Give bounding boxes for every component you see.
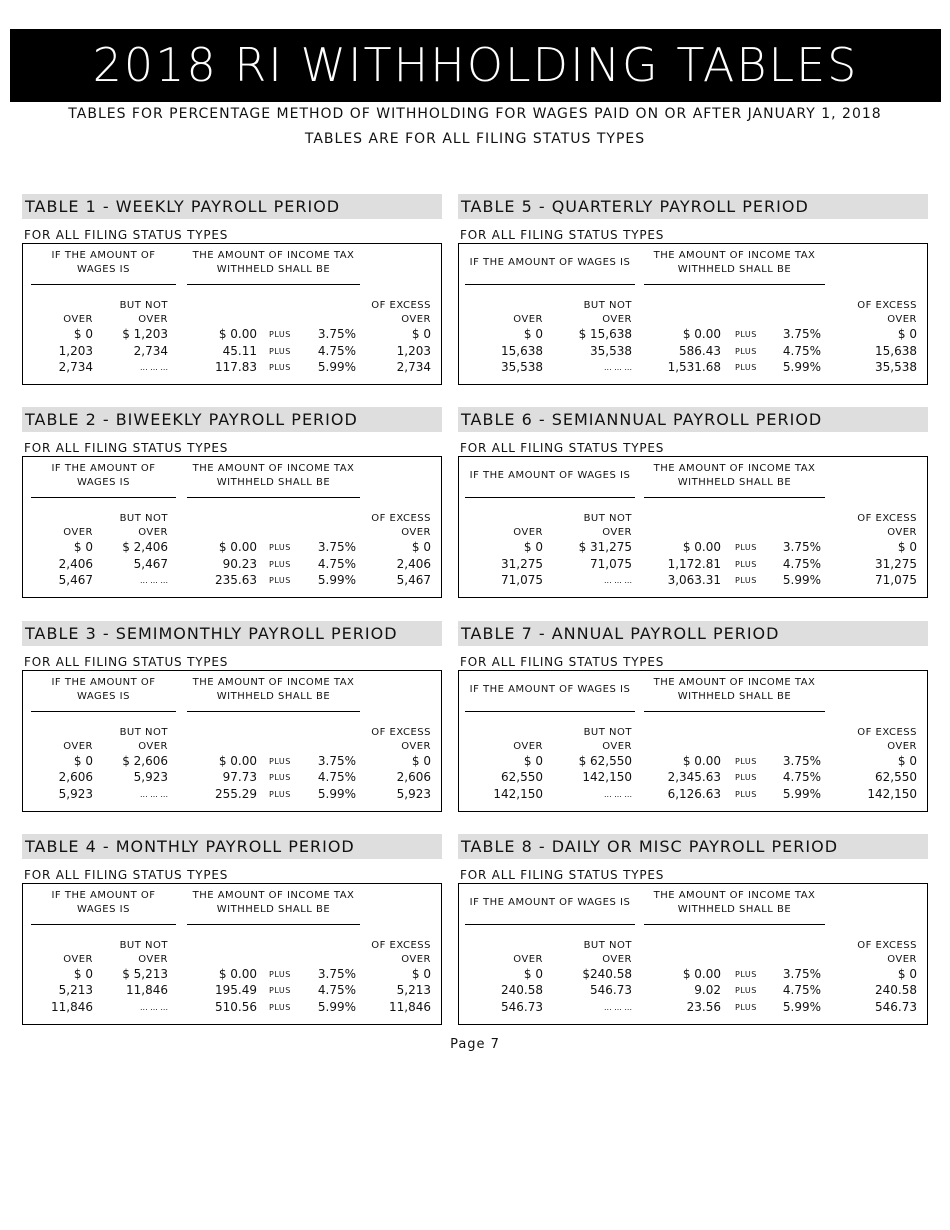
- cell-over: 142,150: [493, 786, 543, 801]
- cell-rate: 5.99%: [782, 360, 821, 374]
- col-excess-over-label: OVER: [887, 527, 917, 539]
- cell-rate: 3.75%: [782, 966, 821, 981]
- cell-over: 31,275: [501, 556, 543, 571]
- cell-rate: 3.75%: [317, 327, 356, 341]
- plus-label: PLUS: [269, 346, 291, 356]
- table-body: [458, 670, 928, 812]
- cell-rate: 5.99%: [782, 573, 821, 588]
- cell-excess-over: 5,213: [396, 983, 431, 998]
- cell-but-not-over: 35,538: [590, 343, 632, 358]
- cell-excess-over: $ 0: [411, 540, 431, 555]
- cell-rate: 4.75%: [317, 770, 356, 785]
- cell-rate: 3.75%: [317, 540, 356, 555]
- col-but-not-label: BUT NOT: [583, 939, 632, 951]
- withholding-table: [22, 621, 442, 812]
- cell-over: $ 0: [523, 327, 543, 341]
- cell-but-not-over: $240.58: [582, 966, 632, 981]
- cell-rate: 4.75%: [782, 343, 821, 358]
- cell-base-tax: 1,172.81: [667, 556, 721, 571]
- cell-base-tax: 510.56: [215, 999, 257, 1014]
- cell-over: $ 0: [523, 540, 543, 555]
- col-over-label: OVER: [513, 953, 543, 965]
- table-title: TABLE 4 - MONTHLY PAYROLL PERIOD: [22, 834, 442, 859]
- col-but-not-label: BUT NOT: [583, 513, 632, 525]
- plus-label: PLUS: [735, 773, 757, 783]
- table-body: [458, 456, 928, 598]
- cell-over: $ 0: [523, 753, 543, 768]
- cell-rate: 3.75%: [782, 327, 821, 341]
- col-but-not-over-label: OVER: [138, 527, 168, 539]
- cell-base-tax: 97.73: [222, 770, 257, 785]
- table-title: TABLE 3 - SEMIMONTHLY PAYROLL PERIOD: [22, 621, 442, 646]
- cell-excess-over: 71,075: [875, 573, 917, 588]
- cell-but-not-over: $ 2,606: [122, 753, 168, 768]
- wages-header: IF THE AMOUNT OF WAGES IS: [469, 257, 631, 268]
- withholding-table: [22, 407, 442, 598]
- plus-label: PLUS: [269, 559, 291, 569]
- wages-header: IF THE AMOUNT OF WAGES IS: [51, 889, 156, 915]
- cell-excess-over: $ 0: [411, 327, 431, 341]
- col-over-label: OVER: [513, 740, 543, 752]
- cell-excess-over: 1,203: [396, 343, 431, 358]
- cell-but-not-over: $ 31,275: [578, 540, 632, 555]
- cell-over: 1,203: [58, 343, 93, 358]
- cell-base-tax: 586.43: [679, 343, 721, 358]
- cell-base-tax: 255.29: [215, 786, 257, 801]
- cell-base-tax: $ 0.00: [682, 327, 721, 341]
- col-excess-over-label: OVER: [887, 953, 917, 965]
- header-divider: [187, 284, 360, 285]
- wages-header: IF THE AMOUNT OF WAGES IS: [469, 896, 631, 908]
- cell-base-tax: 23.56: [686, 999, 721, 1014]
- cell-rate: 5.99%: [317, 360, 356, 374]
- table-body: [22, 670, 442, 812]
- cell-over: $ 0: [73, 327, 93, 341]
- cell-rate: 4.75%: [782, 983, 821, 998]
- tax-header: THE AMOUNT OF INCOME TAX WITHHELD SHALL BE: [192, 250, 355, 275]
- wages-header: IF THE AMOUNT OF WAGES IS: [51, 676, 156, 702]
- cell-but-not-over: ... ... ...: [140, 1002, 168, 1012]
- col-excess-over-label: OVER: [401, 740, 431, 752]
- col-but-not-label: BUT NOT: [119, 726, 168, 738]
- plus-label: PLUS: [269, 773, 291, 783]
- cell-rate: 4.75%: [317, 556, 356, 571]
- cell-excess-over: $ 0: [897, 327, 917, 341]
- cell-rate: 4.75%: [782, 770, 821, 785]
- cell-over: 5,213: [58, 983, 93, 998]
- plus-label: PLUS: [269, 363, 291, 372]
- cell-but-not-over: 142,150: [582, 770, 632, 785]
- tax-header: THE AMOUNT OF INCOME TAX WITHHELD SHALL BE: [192, 889, 355, 915]
- cell-but-not-over: ... ... ...: [604, 363, 632, 372]
- header-divider: [187, 711, 360, 712]
- cell-rate: 3.75%: [782, 540, 821, 555]
- cell-over: 2,734: [58, 360, 93, 374]
- col-excess-over-label: OVER: [401, 314, 431, 325]
- table-title: TABLE 1 - WEEKLY PAYROLL PERIOD: [22, 194, 442, 219]
- plus-label: PLUS: [735, 1002, 757, 1012]
- plus-label: PLUS: [269, 330, 291, 339]
- filing-status-label: FOR ALL FILING STATUS TYPES: [24, 441, 229, 456]
- plus-label: PLUS: [735, 986, 757, 996]
- withholding-table: [22, 194, 442, 385]
- cell-excess-over: $ 0: [897, 753, 917, 768]
- subtitle-2: TABLES ARE FOR ALL FILING STATUS TYPES: [304, 131, 646, 147]
- cell-rate: 5.99%: [317, 573, 356, 588]
- cell-excess-over: 62,550: [875, 770, 917, 785]
- withholding-table: [458, 407, 928, 598]
- cell-over: 15,638: [501, 343, 543, 358]
- cell-excess-over: $ 0: [411, 966, 431, 981]
- cell-excess-over: 31,275: [875, 556, 917, 571]
- page-title: 2018 RI WITHHOLDING TABLES: [10, 29, 941, 102]
- withholding-table: [458, 194, 928, 385]
- cell-excess-over: 5,923: [396, 786, 431, 801]
- col-excess-over-label: OVER: [401, 527, 431, 539]
- plus-label: PLUS: [735, 543, 757, 553]
- cell-base-tax: 3,063.31: [667, 573, 721, 588]
- tax-header: THE AMOUNT OF INCOME TAX WITHHELD SHALL BE: [653, 676, 816, 702]
- col-but-not-over-label: OVER: [602, 740, 632, 752]
- cell-but-not-over: $ 62,550: [578, 753, 632, 768]
- cell-rate: 5.99%: [782, 786, 821, 801]
- cell-over: $ 0: [73, 966, 93, 981]
- cell-excess-over: 2,606: [396, 770, 431, 785]
- header-divider: [31, 924, 176, 925]
- cell-excess-over: 142,150: [867, 786, 917, 801]
- header-divider: [31, 711, 176, 712]
- cell-over: $ 0: [73, 753, 93, 768]
- header-divider: [187, 924, 360, 925]
- cell-base-tax: 9.02: [694, 983, 721, 998]
- cell-base-tax: 1,531.68: [667, 360, 721, 374]
- cell-rate: 3.75%: [317, 753, 356, 768]
- withholding-table: [22, 834, 442, 1025]
- cell-base-tax: $ 0.00: [218, 327, 257, 341]
- cell-but-not-over: ... ... ...: [140, 789, 168, 799]
- filing-status-label: FOR ALL FILING STATUS TYPES: [460, 654, 665, 669]
- cell-rate: 4.75%: [317, 983, 356, 998]
- col-excess-label: OF EXCESS: [371, 300, 431, 311]
- col-over-label: OVER: [63, 953, 93, 965]
- plus-label: PLUS: [269, 986, 291, 996]
- col-over-label: OVER: [63, 527, 93, 539]
- plus-label: PLUS: [735, 330, 757, 339]
- cell-rate: 5.99%: [317, 999, 356, 1014]
- filing-status-label: FOR ALL FILING STATUS TYPES: [460, 867, 665, 882]
- filing-status-label: FOR ALL FILING STATUS TYPES: [24, 654, 229, 669]
- header-divider: [644, 497, 825, 498]
- col-excess-label: OF EXCESS: [857, 939, 917, 951]
- cell-excess-over: 11,846: [389, 999, 431, 1014]
- wages-header: IF THE AMOUNT OF WAGES IS: [51, 463, 156, 489]
- cell-base-tax: $ 0.00: [682, 540, 721, 555]
- wages-header: IF THE AMOUNT OF WAGES IS: [469, 683, 631, 695]
- cell-rate: 3.75%: [317, 966, 356, 981]
- cell-base-tax: 235.63: [215, 573, 257, 588]
- col-excess-over-label: OVER: [401, 953, 431, 965]
- cell-over: 5,923: [58, 786, 93, 801]
- header-divider: [187, 497, 360, 498]
- col-excess-label: OF EXCESS: [371, 513, 431, 525]
- table-title: TABLE 7 - ANNUAL PAYROLL PERIOD: [458, 621, 928, 646]
- wages-header: IF THE AMOUNT OF WAGES IS: [51, 250, 156, 275]
- table-title: TABLE 2 - BIWEEKLY PAYROLL PERIOD: [22, 407, 442, 432]
- tax-header: THE AMOUNT OF INCOME TAX WITHHELD SHALL BE: [653, 250, 816, 275]
- plus-label: PLUS: [735, 789, 757, 799]
- cell-but-not-over: $ 2,406: [122, 540, 168, 555]
- col-excess-over-label: OVER: [887, 314, 917, 325]
- cell-excess-over: $ 0: [897, 966, 917, 981]
- cell-base-tax: $ 0.00: [682, 753, 721, 768]
- cell-over: 5,467: [58, 573, 93, 588]
- col-excess-label: OF EXCESS: [857, 513, 917, 525]
- plus-label: PLUS: [269, 789, 291, 799]
- cell-excess-over: 546.73: [875, 999, 917, 1014]
- withholding-table: [458, 621, 928, 812]
- cell-rate: 5.99%: [317, 786, 356, 801]
- header-divider: [644, 284, 825, 285]
- table-title: TABLE 5 - QUARTERLY PAYROLL PERIOD: [458, 194, 928, 219]
- cell-base-tax: $ 0.00: [218, 966, 257, 981]
- cell-base-tax: 90.23: [222, 556, 257, 571]
- plus-label: PLUS: [735, 559, 757, 569]
- table-body: [458, 243, 928, 385]
- col-but-not-over-label: OVER: [138, 740, 168, 752]
- col-but-not-label: BUT NOT: [583, 726, 632, 738]
- col-excess-over-label: OVER: [887, 740, 917, 752]
- header-divider: [644, 924, 825, 925]
- col-but-not-label: BUT NOT: [119, 939, 168, 951]
- col-excess-label: OF EXCESS: [371, 939, 431, 951]
- cell-base-tax: 117.83: [215, 360, 257, 374]
- cell-base-tax: 195.49: [215, 983, 257, 998]
- header-divider: [465, 924, 635, 925]
- cell-over: 71,075: [501, 573, 543, 588]
- cell-base-tax: 6,126.63: [667, 786, 721, 801]
- tax-header: THE AMOUNT OF INCOME TAX WITHHELD SHALL BE: [653, 889, 816, 915]
- cell-over: 62,550: [501, 770, 543, 785]
- filing-status-label: FOR ALL FILING STATUS TYPES: [24, 228, 229, 242]
- table-body: [22, 883, 442, 1025]
- cell-but-not-over: $ 5,213: [122, 966, 168, 981]
- table-body: [22, 456, 442, 598]
- table-body: [458, 883, 928, 1025]
- col-but-not-over-label: OVER: [138, 314, 168, 325]
- cell-over: 35,538: [501, 360, 543, 374]
- plus-label: PLUS: [269, 1002, 291, 1012]
- plus-label: PLUS: [269, 969, 291, 979]
- col-but-not-over-label: OVER: [602, 314, 632, 325]
- plus-label: PLUS: [269, 576, 291, 586]
- cell-base-tax: $ 0.00: [682, 966, 721, 981]
- col-but-not-over-label: OVER: [602, 953, 632, 965]
- plus-label: PLUS: [735, 346, 757, 356]
- cell-excess-over: 2,406: [396, 556, 431, 571]
- subtitle: TABLES FOR PERCENTAGE METHOD OF WITHHOLDING FOR WAGES PAID ON OR AFTER JANUARY 1, 2018: [68, 106, 882, 122]
- cell-excess-over: 5,467: [396, 573, 431, 588]
- cell-but-not-over: 11,846: [126, 983, 168, 998]
- plus-label: PLUS: [735, 756, 757, 766]
- cell-but-not-over: $ 1,203: [122, 327, 168, 341]
- cell-rate: 4.75%: [782, 556, 821, 571]
- page-number: Page 7: [450, 1037, 500, 1052]
- cell-over: $ 0: [523, 966, 543, 981]
- col-excess-label: OF EXCESS: [371, 726, 431, 738]
- tax-header: THE AMOUNT OF INCOME TAX WITHHELD SHALL BE: [192, 676, 355, 702]
- wages-header: IF THE AMOUNT OF WAGES IS: [469, 470, 631, 482]
- col-but-not-over-label: OVER: [138, 953, 168, 965]
- cell-but-not-over: ... ... ...: [604, 789, 632, 799]
- cell-but-not-over: 5,467: [133, 556, 168, 571]
- cell-rate: 4.75%: [317, 343, 356, 358]
- filing-status-label: FOR ALL FILING STATUS TYPES: [24, 867, 229, 882]
- plus-label: PLUS: [735, 363, 757, 372]
- cell-excess-over: $ 0: [411, 753, 431, 768]
- tax-header: THE AMOUNT OF INCOME TAX WITHHELD SHALL BE: [192, 463, 355, 489]
- plus-label: PLUS: [269, 543, 291, 553]
- tax-header: THE AMOUNT OF INCOME TAX WITHHELD SHALL BE: [653, 463, 816, 489]
- cell-base-tax: 45.11: [222, 343, 257, 358]
- cell-but-not-over: ... ... ...: [604, 576, 632, 586]
- col-over-label: OVER: [513, 527, 543, 539]
- cell-but-not-over: 5,923: [133, 770, 168, 785]
- cell-excess-over: 35,538: [875, 360, 917, 374]
- cell-excess-over: 15,638: [875, 343, 917, 358]
- col-but-not-label: BUT NOT: [583, 300, 632, 311]
- filing-status-label: FOR ALL FILING STATUS TYPES: [460, 228, 665, 242]
- col-excess-label: OF EXCESS: [857, 300, 917, 311]
- cell-excess-over: $ 0: [897, 540, 917, 555]
- cell-but-not-over: ... ... ...: [140, 363, 168, 372]
- col-over-label: OVER: [63, 740, 93, 752]
- cell-but-not-over: 2,734: [133, 343, 168, 358]
- cell-but-not-over: $ 15,638: [578, 327, 632, 341]
- col-over-label: OVER: [513, 314, 543, 325]
- header-divider: [31, 497, 176, 498]
- col-but-not-label: BUT NOT: [119, 513, 168, 525]
- table-title: TABLE 8 - DAILY OR MISC PAYROLL PERIOD: [458, 834, 928, 859]
- plus-label: PLUS: [735, 576, 757, 586]
- cell-excess-over: 2,734: [396, 360, 431, 374]
- cell-over: 546.73: [501, 999, 543, 1014]
- withholding-table: [458, 834, 928, 1025]
- cell-base-tax: 2,345.63: [667, 770, 721, 785]
- cell-over: 11,846: [51, 999, 93, 1014]
- header-divider: [465, 711, 635, 712]
- header-divider: [644, 711, 825, 712]
- col-but-not-over-label: OVER: [602, 527, 632, 539]
- plus-label: PLUS: [269, 756, 291, 766]
- col-but-not-label: BUT NOT: [119, 300, 168, 311]
- cell-over: 2,606: [58, 770, 93, 785]
- cell-but-not-over: 546.73: [590, 983, 632, 998]
- cell-over: 2,406: [58, 556, 93, 571]
- cell-but-not-over: ... ... ...: [604, 1002, 632, 1012]
- cell-rate: 3.75%: [782, 753, 821, 768]
- cell-base-tax: $ 0.00: [218, 753, 257, 768]
- cell-but-not-over: ... ... ...: [140, 576, 168, 586]
- cell-rate: 5.99%: [782, 999, 821, 1014]
- cell-base-tax: $ 0.00: [218, 540, 257, 555]
- col-over-label: OVER: [63, 314, 93, 325]
- cell-excess-over: 240.58: [875, 983, 917, 998]
- cell-over: 240.58: [501, 983, 543, 998]
- col-excess-label: OF EXCESS: [857, 726, 917, 738]
- header-divider: [465, 284, 635, 285]
- filing-status-label: FOR ALL FILING STATUS TYPES: [460, 441, 665, 456]
- header-divider: [31, 284, 176, 285]
- table-title: TABLE 6 - SEMIANNUAL PAYROLL PERIOD: [458, 407, 928, 432]
- cell-over: $ 0: [73, 540, 93, 555]
- cell-but-not-over: 71,075: [590, 556, 632, 571]
- table-body: [22, 243, 442, 385]
- header-divider: [465, 497, 635, 498]
- plus-label: PLUS: [735, 969, 757, 979]
